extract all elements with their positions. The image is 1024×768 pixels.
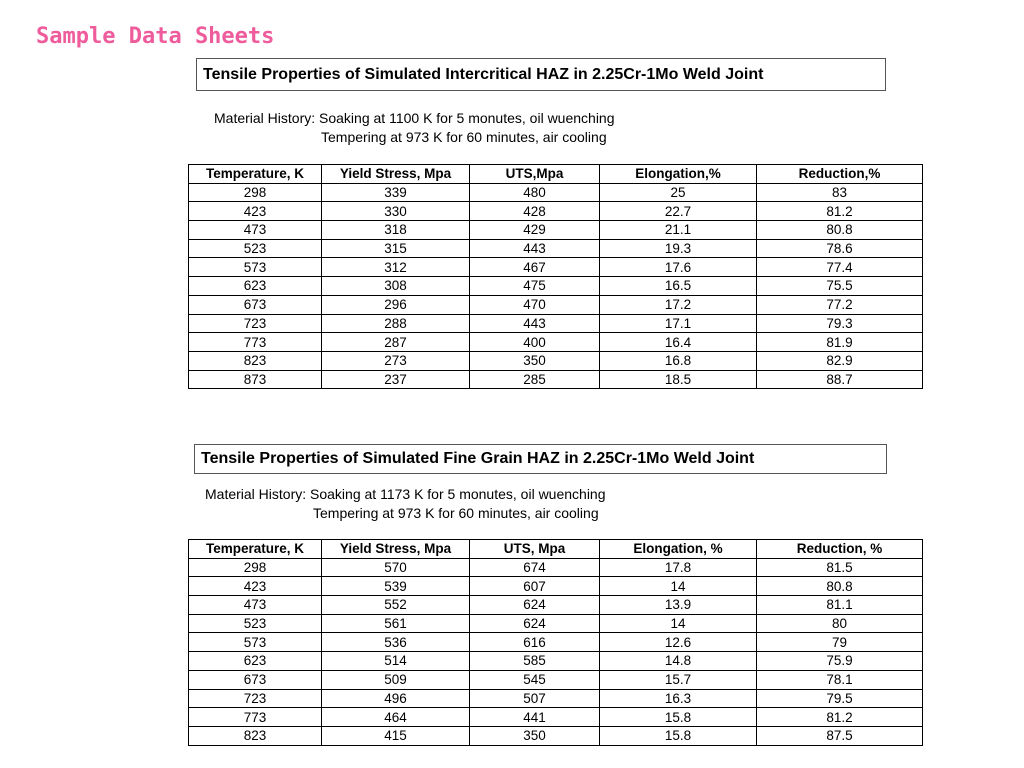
table-cell: 296 — [322, 295, 470, 314]
table-cell: 287 — [322, 333, 470, 352]
table-cell: 623 — [189, 652, 322, 671]
column-header: Yield Stress, Mpa — [322, 165, 470, 184]
table-cell: 82.9 — [757, 351, 923, 370]
table-cell: 423 — [189, 202, 322, 221]
table-cell: 12.6 — [600, 633, 757, 652]
sheet-2-header-row — [189, 540, 923, 559]
table-cell: 80.8 — [757, 221, 923, 240]
table-row — [189, 277, 923, 296]
table-cell: 616 — [470, 633, 600, 652]
table-cell: 22.7 — [600, 202, 757, 221]
table-cell: 79.3 — [757, 314, 923, 333]
table-row — [189, 726, 923, 745]
table-cell: 823 — [189, 726, 322, 745]
table-cell: 552 — [322, 596, 470, 615]
sheet-2-material-history — [205, 485, 606, 523]
table-cell: 81.9 — [757, 333, 923, 352]
table-cell: 81.2 — [757, 708, 923, 727]
table-cell: 443 — [470, 314, 600, 333]
table-cell: 14 — [600, 614, 757, 633]
table-cell: 561 — [322, 614, 470, 633]
table-cell: 80.8 — [757, 577, 923, 596]
table-cell: 16.5 — [600, 277, 757, 296]
sheet-1-header-row — [189, 165, 923, 184]
column-header: UTS,Mpa — [470, 165, 600, 184]
table-row — [189, 614, 923, 633]
table-row — [189, 183, 923, 202]
table-cell: 16.8 — [600, 351, 757, 370]
table-cell: 75.9 — [757, 652, 923, 671]
table-row — [189, 670, 923, 689]
table-cell: 298 — [189, 558, 322, 577]
sheet-2-history-line-2: Tempering at 973 K for 60 minutes, air cooling — [313, 505, 599, 521]
table-cell: 339 — [322, 183, 470, 202]
table-cell: 81.1 — [757, 596, 923, 615]
table-cell: 81.5 — [757, 558, 923, 577]
table-cell: 17.8 — [600, 558, 757, 577]
table-row — [189, 333, 923, 352]
sheet-1-title-text: Tensile Properties of Simulated Intercritical HAZ in 2.25Cr-1Mo Weld Joint — [203, 65, 764, 83]
table-cell: 464 — [322, 708, 470, 727]
table-cell: 523 — [189, 614, 322, 633]
table-cell: 77.4 — [757, 258, 923, 277]
table-cell: 315 — [322, 239, 470, 258]
table-cell: 480 — [470, 183, 600, 202]
table-cell: 473 — [189, 221, 322, 240]
table-cell: 14 — [600, 577, 757, 596]
table-cell: 273 — [322, 351, 470, 370]
table-cell: 19.3 — [600, 239, 757, 258]
table-cell: 496 — [322, 689, 470, 708]
table-cell: 428 — [470, 202, 600, 221]
column-header: Temperature, K — [189, 165, 322, 184]
table-cell: 15.8 — [600, 708, 757, 727]
column-header: Reduction,% — [757, 165, 923, 184]
table-cell: 298 — [189, 183, 322, 202]
table-cell: 79 — [757, 633, 923, 652]
table-cell: 87.5 — [757, 726, 923, 745]
table-cell: 539 — [322, 577, 470, 596]
sheet-2-title — [194, 444, 887, 474]
sheet-1-title — [196, 58, 886, 91]
table-cell: 573 — [189, 633, 322, 652]
table-row — [189, 258, 923, 277]
table-cell: 624 — [470, 614, 600, 633]
table-cell: 723 — [189, 689, 322, 708]
sheet-1-history-line-1: Material History: Soaking at 1100 K for 5 monutes, oil wuenching — [214, 110, 615, 126]
table-cell: 570 — [322, 558, 470, 577]
table-cell: 16.3 — [600, 689, 757, 708]
table-cell: 285 — [470, 370, 600, 389]
table-cell: 545 — [470, 670, 600, 689]
table-cell: 17.1 — [600, 314, 757, 333]
table-cell: 585 — [470, 652, 600, 671]
table-cell: 80 — [757, 614, 923, 633]
column-header: UTS, Mpa — [470, 540, 600, 559]
table-cell: 308 — [322, 277, 470, 296]
table-cell: 823 — [189, 351, 322, 370]
table-cell: 17.6 — [600, 258, 757, 277]
table-cell: 423 — [189, 577, 322, 596]
table-row — [189, 295, 923, 314]
table-cell: 514 — [322, 652, 470, 671]
table-row — [189, 314, 923, 333]
table-cell: 400 — [470, 333, 600, 352]
table-cell: 623 — [189, 277, 322, 296]
table-cell: 318 — [322, 221, 470, 240]
column-header: Elongation,% — [600, 165, 757, 184]
sheet-1-table — [188, 164, 923, 389]
sheet-2-title-text: Tensile Properties of Simulated Fine Grain HAZ in 2.25Cr-1Mo Weld Joint — [201, 450, 755, 467]
table-row — [189, 577, 923, 596]
table-cell: 475 — [470, 277, 600, 296]
table-cell: 78.6 — [757, 239, 923, 258]
table-cell: 507 — [470, 689, 600, 708]
table-row — [189, 202, 923, 221]
column-header: Temperature, K — [189, 540, 322, 559]
table-row — [189, 689, 923, 708]
table-cell: 429 — [470, 221, 600, 240]
table-row — [189, 596, 923, 615]
table-cell: 723 — [189, 314, 322, 333]
sheet-1-history-line-2: Tempering at 973 K for 60 minutes, air cooling — [321, 129, 607, 145]
table-cell: 350 — [470, 351, 600, 370]
table-cell: 15.8 — [600, 726, 757, 745]
table-row — [189, 351, 923, 370]
table-cell: 773 — [189, 708, 322, 727]
page-title: Sample Data Sheets — [36, 24, 275, 49]
table-cell: 470 — [470, 295, 600, 314]
table-cell: 83 — [757, 183, 923, 202]
table-cell: 673 — [189, 295, 322, 314]
column-header: Reduction, % — [757, 540, 923, 559]
table-row — [189, 239, 923, 258]
table-cell: 18.5 — [600, 370, 757, 389]
table-cell: 536 — [322, 633, 470, 652]
table-cell: 79.5 — [757, 689, 923, 708]
table-cell: 25 — [600, 183, 757, 202]
table-cell: 441 — [470, 708, 600, 727]
table-cell: 473 — [189, 596, 322, 615]
sheet-1-table-body — [189, 183, 923, 389]
table-row — [189, 558, 923, 577]
table-cell: 21.1 — [600, 221, 757, 240]
table-cell: 81.2 — [757, 202, 923, 221]
table-cell: 523 — [189, 239, 322, 258]
table-cell: 17.2 — [600, 295, 757, 314]
sheet-1-material-history — [214, 109, 615, 147]
table-cell: 415 — [322, 726, 470, 745]
table-cell: 624 — [470, 596, 600, 615]
sheet-2-table — [188, 539, 923, 746]
table-cell: 16.4 — [600, 333, 757, 352]
table-row — [189, 708, 923, 727]
table-cell: 573 — [189, 258, 322, 277]
table-row — [189, 652, 923, 671]
table-cell: 237 — [322, 370, 470, 389]
sheet-2-history-line-1: Material History: Soaking at 1173 K for 5 monutes, oil wuenching — [205, 486, 606, 502]
table-cell: 15.7 — [600, 670, 757, 689]
table-cell: 75.5 — [757, 277, 923, 296]
table-cell: 88.7 — [757, 370, 923, 389]
table-cell: 13.9 — [600, 596, 757, 615]
table-cell: 673 — [189, 670, 322, 689]
table-row — [189, 221, 923, 240]
table-cell: 330 — [322, 202, 470, 221]
table-cell: 873 — [189, 370, 322, 389]
table-cell: 773 — [189, 333, 322, 352]
table-cell: 467 — [470, 258, 600, 277]
table-cell: 77.2 — [757, 295, 923, 314]
table-cell: 350 — [470, 726, 600, 745]
table-cell: 312 — [322, 258, 470, 277]
table-cell: 607 — [470, 577, 600, 596]
column-header: Elongation, % — [600, 540, 757, 559]
table-row — [189, 370, 923, 389]
table-cell: 288 — [322, 314, 470, 333]
table-cell: 674 — [470, 558, 600, 577]
column-header: Yield Stress, Mpa — [322, 540, 470, 559]
table-cell: 443 — [470, 239, 600, 258]
table-cell: 78.1 — [757, 670, 923, 689]
table-row — [189, 633, 923, 652]
sheet-2-table-body — [189, 558, 923, 745]
table-cell: 509 — [322, 670, 470, 689]
table-cell: 14.8 — [600, 652, 757, 671]
